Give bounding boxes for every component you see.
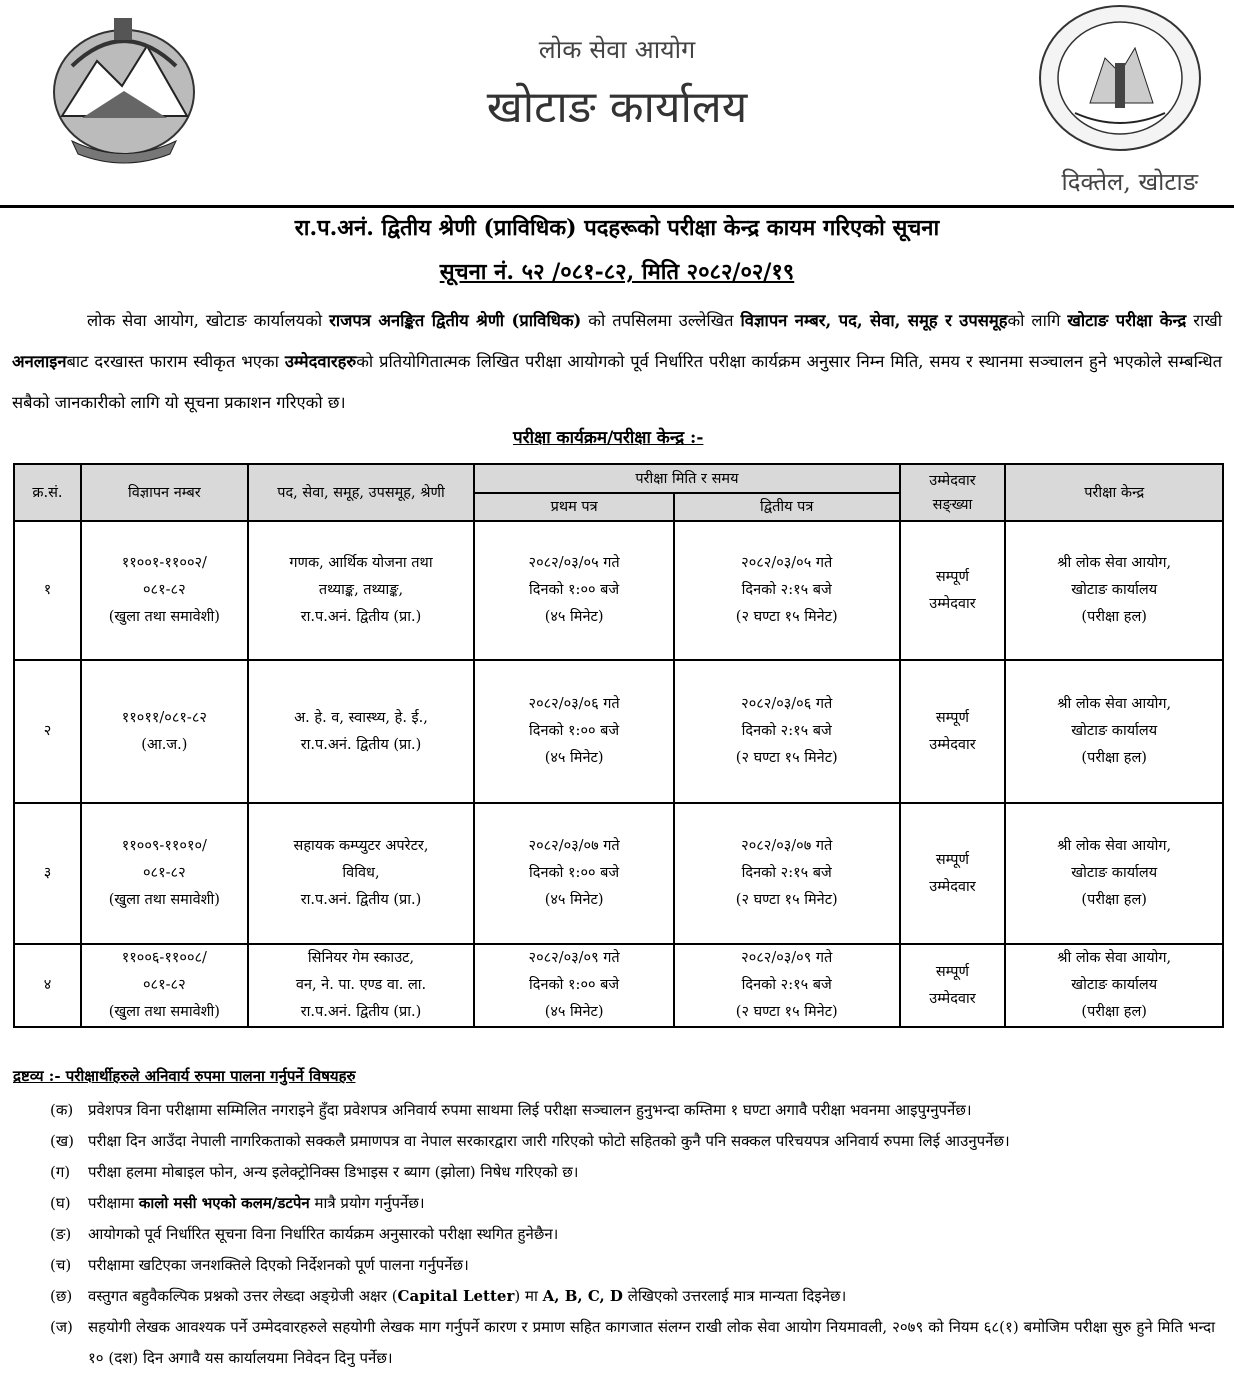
- program-title: परीक्षा कार्यक्रम/परीक्षा केन्द्र :-: [513, 428, 704, 448]
- cell-post: सहायक कम्प्युटर अपरेटर, विविध, रा.प.अनं. द्वितीय (प्रा.): [248, 803, 475, 944]
- header-paper2: द्वितीय पत्र: [674, 493, 900, 521]
- cell-post: गणक, आर्थिक योजना तथा तथ्याङ्क, तथ्याङ्क, रा.प.अनं. द्वितीय (प्रा.): [248, 521, 475, 660]
- psc-seal-logo: [1035, 3, 1205, 153]
- cell-paper2: २०८२/०३/०६ गते दिनको २:१५ बजे (२ घण्टा १५ मिनेट): [674, 660, 900, 803]
- note-label: (ज): [50, 1318, 73, 1336]
- cell-center: श्री लोक सेवा आयोग, खोटाङ कार्यालय (परीक्षा हल): [1005, 944, 1223, 1027]
- location: दिक्तेल, खोटाङ: [1061, 168, 1198, 196]
- header-adv: विज्ञापन नम्बर: [81, 464, 248, 521]
- header-post: पद, सेवा, समूह, उपसमूह, श्रेणी: [248, 464, 475, 521]
- note-text: परीक्षा हलमा मोबाइल फोन, अन्य इलेक्ट्रोनिक्स डिभाइस र ब्याग (झोला) निषेध गरिएको छ।: [88, 1163, 579, 1181]
- note-text: आयोगको पूर्व निर्धारित सूचना विना निर्धारित कार्यक्रम अनुसारको परीक्षा स्थगित हुनेछैन।: [88, 1225, 559, 1243]
- table-row: [14, 944, 1223, 1027]
- header-sn: क्र.सं.: [14, 464, 81, 521]
- cell-post: अ. हे. व, स्वास्थ्य, हे. ई., रा.प.अनं. द्वितीय (प्रा.): [248, 660, 475, 803]
- table-row: [14, 803, 1223, 944]
- list-item: [50, 1250, 1215, 1281]
- note-label: (ङ): [50, 1225, 72, 1243]
- note-label: (ग): [50, 1163, 71, 1181]
- header-candidates: उम्मेदवार सङ्ख्या: [900, 464, 1006, 521]
- cell-paper1: २०८२/०३/०५ गते दिनको १:०० बजे (४५ मिनेट): [474, 521, 674, 660]
- note-text: वस्तुगत बहुवैकल्पिक प्रश्नको उत्तर लेख्दा अङ्ग्रेजी अक्षर (Capital Letter) मा A, B, C, D लेखिएको उत्तरलाई मात्र मान्यता दिइनेछ।: [88, 1287, 847, 1305]
- note-text: परीक्षामा कालो मसी भएको कलम/डटपेन मात्रै प्रयोग गर्नुपर्नेछ।: [88, 1194, 425, 1212]
- note-text: प्रवेशपत्र विना परीक्षामा सम्मिलित नगराइने हुँदा प्रवेशपत्र अनिवार्य रुपमा साथमा लिई परीक्षा सञ्चालन हुनुभन्दा कम्तिमा १ घण्टा अगावै परीक्षा भवनमा आइपुग्नुपर्नेछ।: [88, 1101, 972, 1119]
- cell-center: श्री लोक सेवा आयोग, खोटाङ कार्यालय (परीक्षा हल): [1005, 521, 1223, 660]
- list-item: [50, 1281, 1215, 1312]
- cell-sn: २: [14, 660, 81, 803]
- cell-candidates: सम्पूर्ण उम्मेदवार: [900, 944, 1006, 1027]
- note-label: (ख): [50, 1132, 74, 1150]
- cell-paper2: २०८२/०३/०९ गते दिनको २:१५ बजे (२ घण्टा १५ मिनेट): [674, 944, 900, 1027]
- list-item: [50, 1188, 1215, 1219]
- table-row: [14, 521, 1223, 660]
- office-name: खोटाङ कार्यालय: [486, 82, 748, 133]
- notes-title: द्रष्टव्य :- परीक्षार्थीहरुले अनिवार्य रुपमा पालना गर्नुपर्ने विषयहरु: [13, 1067, 356, 1085]
- cell-candidates: सम्पूर्ण उम्मेदवार: [900, 521, 1006, 660]
- note-text: सहयोगी लेखक आवश्यक पर्ने उम्मेदवारहरुले सहयोगी लेखक माग गर्नुपर्ने कारण र प्रमाण सहित कागजात संलग्न राखी लोक सेवा आयोग नियमावली, २०७९ को नियम ६८(१) बमोजिम परीक्षा सुरु हुने मिति भन्दा १० (दश) दिन अगावै यस कार्यालयमा निवेदन दिनु पर्नेछ।: [88, 1318, 1215, 1367]
- cell-adv: ११००९-११०१०/ ०८१-८२ (खुला तथा समावेशी): [81, 803, 248, 944]
- exam-schedule-table: [13, 463, 1224, 1028]
- cell-candidates: सम्पूर्ण उम्मेदवार: [900, 660, 1006, 803]
- list-item: [50, 1157, 1215, 1188]
- notice-title: रा.प.अनं. द्वितीय श्रेणी (प्राविधिक) पदहरूको परीक्षा केन्द्र कायम गरिएको सूचना: [294, 215, 940, 241]
- list-item: [50, 1095, 1215, 1126]
- cell-paper1: २०८२/०३/०९ गते दिनको १:०० बजे (४५ मिनेट): [474, 944, 674, 1027]
- note-label: (छ): [50, 1287, 73, 1305]
- notice-body: लोक सेवा आयोग, खोटाङ कार्यालयको राजपत्र अनङ्कित द्वितीय श्रेणी (प्राविधिक) को तपसिलमा उल्लेखित विज्ञापन नम्बर, पद, सेवा, समूह र उपसमूहको लागि खोटाङ परीक्षा केन्द्र राखी अनलाइनबाट दरखास्त फाराम स्वीकृत भएका उम्मेदवारहरुको प्रतियोगितात्मक लिखित परीक्षा आयोगको पूर्व निर्धारित परीक्षा कार्यक्रम अनुसार निम्न मिति, समय र स्थानमा सञ्चालन हुने भएकोले सम्बन्धित सबैको जानकारीको लागि यो सूचना प्रकाशन गरिएको छ।: [12, 311, 1222, 412]
- table-row: [14, 660, 1223, 803]
- note-text: परीक्षामा खटिएका जनशक्तिले दिएको निर्देशनको पूर्ण पालना गर्नुपर्नेछ।: [88, 1256, 469, 1274]
- cell-paper1: २०८२/०३/०७ गते दिनको १:०० बजे (४५ मिनेट): [474, 803, 674, 944]
- cell-adv: ११०११/०८१-८२ (आ.ज.): [81, 660, 248, 803]
- cell-center: श्री लोक सेवा आयोग, खोटाङ कार्यालय (परीक्षा हल): [1005, 660, 1223, 803]
- header-center: परीक्षा केन्द्र: [1005, 464, 1223, 521]
- cell-adv: ११००६-११००८/ ०८१-८२ (खुला तथा समावेशी): [81, 944, 248, 1027]
- note-label: (क): [50, 1101, 74, 1119]
- list-item: [50, 1219, 1215, 1250]
- note-text: परीक्षा दिन आउँदा नेपाली नागरिकताको सक्कलै प्रमाणपत्र वा नेपाल सरकारद्वारा जारी गरिएको फोटो सहितको कुनै पनि सक्कल परिचयपत्र अनिवार्य रुपमा लिई आउनुपर्नेछ।: [88, 1132, 1010, 1150]
- header-divider: [0, 205, 1234, 208]
- cell-sn: ४: [14, 944, 81, 1027]
- cell-paper2: २०८२/०३/०७ गते दिनको २:१५ बजे (२ घण्टा १५ मिनेट): [674, 803, 900, 944]
- notes-list: [50, 1095, 1215, 1374]
- notice-number: सूचना नं. ५२ /०८१-८२, मिति २०८२/०२/१९: [439, 259, 795, 285]
- list-item: [50, 1126, 1215, 1157]
- cell-paper2: २०८२/०३/०५ गते दिनको २:१५ बजे (२ घण्टा १५ मिनेट): [674, 521, 900, 660]
- header-datetime: परीक्षा मिति र समय: [474, 464, 899, 493]
- header-paper1: प्रथम पत्र: [474, 493, 674, 521]
- cell-adv: ११००१-११००२/ ०८१-८२ (खुला तथा समावेशी): [81, 521, 248, 660]
- list-item: [50, 1312, 1215, 1374]
- cell-sn: १: [14, 521, 81, 660]
- cell-paper1: २०८२/०३/०६ गते दिनको १:०० बजे (४५ मिनेट): [474, 660, 674, 803]
- note-label: (च): [50, 1256, 72, 1274]
- cell-sn: ३: [14, 803, 81, 944]
- commission-name: लोक सेवा आयोग: [538, 35, 696, 64]
- cell-post: सिनियर गेम स्काउट, वन, ने. पा. एण्ड वा. ला. रा.प.अनं. द्वितीय (प्रा.): [248, 944, 475, 1027]
- cell-candidates: सम्पूर्ण उम्मेदवार: [900, 803, 1006, 944]
- note-label: (घ): [50, 1194, 71, 1212]
- cell-center: श्री लोक सेवा आयोग, खोटाङ कार्यालय (परीक्षा हल): [1005, 803, 1223, 944]
